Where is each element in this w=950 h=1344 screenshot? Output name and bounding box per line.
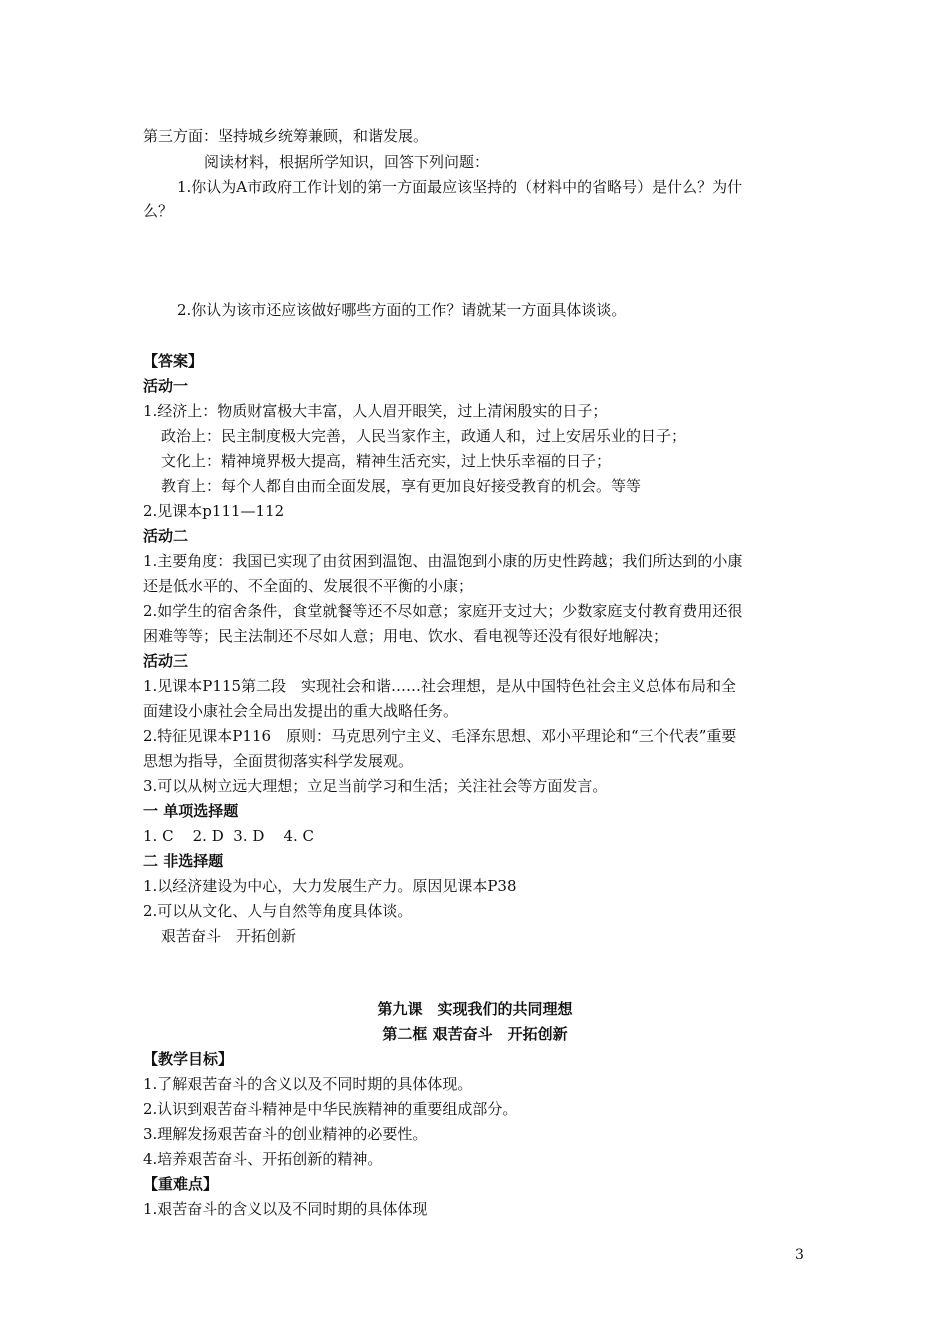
multiple-choice-answers: 1. C 2. D 3. D 4. C bbox=[143, 827, 315, 845]
activity-3-line: 面建设小康社会全局出发提出的重大战略任务。 bbox=[143, 702, 459, 720]
teaching-goal: 1.了解艰苦奋斗的含义以及不同时期的具体体现。 bbox=[143, 1075, 473, 1093]
non-choice-answer: 1.以经济建设为中心，大力发展生产力。原因见课本P38 bbox=[143, 877, 517, 895]
activity-2-line: 1.主要角度：我国已实现了由贫困到温饱、由温饱到小康的历史性跨越；我们所达到的小康 bbox=[143, 552, 743, 570]
activity-2-line: 还是低水平的、不全面的、发展很不平衡的小康； bbox=[143, 577, 474, 595]
teaching-goals-heading: 【教学目标】 bbox=[143, 1050, 234, 1068]
activity-2-line: 困难等等；民主法制还不尽如人意；用电、饮水、看电视等还没有很好地解决； bbox=[143, 627, 669, 645]
section-single-choice-heading: 一 单项选择题 bbox=[143, 802, 239, 820]
activity-2-line: 2.如学生的宿舍条件，食堂就餐等还不尽如意；家庭开支过大；少数家庭支付教育费用还很 bbox=[143, 602, 743, 620]
question-1-line-2: 么？ bbox=[143, 202, 174, 220]
lesson-title: 第九课 实现我们的共同理想 bbox=[377, 1000, 573, 1018]
activity-1-heading: 活动一 bbox=[143, 377, 189, 395]
key-points-heading: 【重难点】 bbox=[143, 1175, 219, 1193]
answers-heading: 【答案】 bbox=[143, 352, 204, 370]
teaching-goal: 2.认识到艰苦奋斗精神是中华民族精神的重要组成部分。 bbox=[143, 1100, 518, 1118]
teaching-goal: 3.理解发扬艰苦奋斗的创业精神的必要性。 bbox=[143, 1125, 428, 1143]
activity-3-line: 1.见课本P115第二段 实现社会和谐……社会理想，是从中国特色社会主义总体布局和全 bbox=[143, 677, 737, 695]
activity-1-line: 文化上：精神境界极大提高，精神生活充实，过上快乐幸福的日子； bbox=[161, 452, 612, 470]
activity-3-line: 3.可以从树立远大理想；立足当前学习和生活；关注社会等方面发言。 bbox=[143, 777, 608, 795]
activity-1-line: 1.经济上：物质财富极大丰富，人人眉开眼笑，过上清闲殷实的日子； bbox=[143, 402, 608, 420]
lesson-subtitle: 第二框 艰苦奋斗 开拓创新 bbox=[382, 1025, 568, 1043]
activity-2-heading: 活动二 bbox=[143, 527, 189, 545]
page-number: 3 bbox=[795, 1247, 804, 1263]
question-2: 2.你认为该市还应该做好哪些方面的工作？请就某一方面具体谈谈。 bbox=[177, 301, 627, 319]
material-point-three: 第三方面：坚持城乡统筹兼顾，和谐发展。 bbox=[143, 127, 429, 145]
activity-1-line: 政治上：民主制度极大完善，人民当家作主，政通人和，过上安居乐业的日子； bbox=[161, 427, 687, 445]
instruction: 阅读材料，根据所学知识，回答下列问题： bbox=[204, 153, 490, 171]
activity-1-line: 教育上：每个人都自由而全面发展，享有更加良好接受教育的机会。等等 bbox=[161, 477, 642, 495]
non-choice-answer: 2.可以从文化、人与自然等角度具体谈。 bbox=[143, 902, 413, 920]
key-point: 1.艰苦奋斗的含义以及不同时期的具体体现 bbox=[143, 1200, 428, 1218]
next-topic-line: 艰苦奋斗 开拓创新 bbox=[161, 927, 297, 945]
activity-3-line: 思想为指导，全面贯彻落实科学发展观。 bbox=[143, 752, 414, 770]
question-1-line-1: 1.你认为A市政府工作计划的第一方面最应该坚持的（材料中的省略号）是什么？为什 bbox=[177, 178, 743, 196]
activity-3-line: 2.特征见课本P116 原则：马克思列宁主义、毛泽东思想、邓小平理论和“三个代表”重要 bbox=[143, 727, 737, 745]
activity-1-line: 2.见课本p111—112 bbox=[143, 502, 285, 520]
activity-3-heading: 活动三 bbox=[143, 652, 189, 670]
teaching-goal: 4.培养艰苦奋斗、开拓创新的精神。 bbox=[143, 1150, 383, 1168]
section-non-choice-heading: 二 非选择题 bbox=[143, 852, 224, 870]
